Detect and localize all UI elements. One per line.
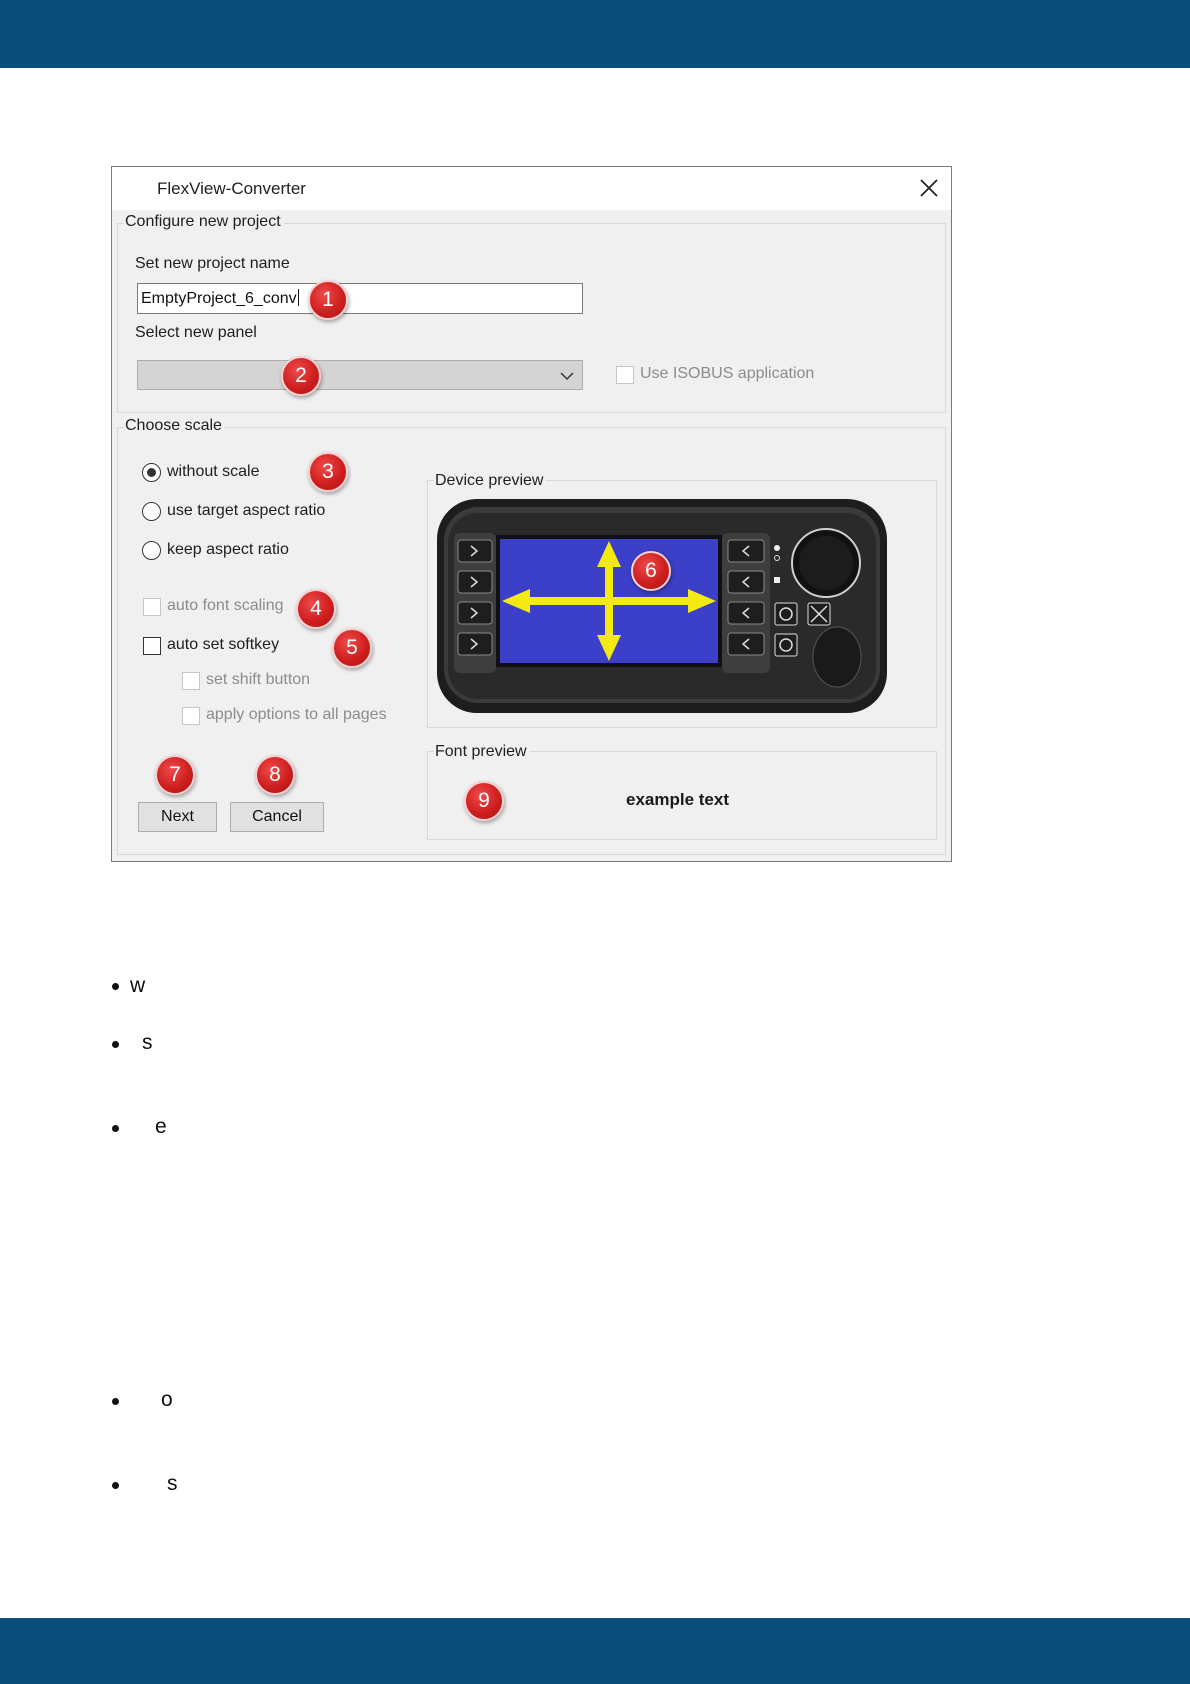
- radio-keep-aspect-label: keep aspect ratio: [167, 541, 289, 558]
- bullet-dot-5: [112, 1482, 119, 1489]
- next-button[interactable]: Next: [138, 802, 217, 832]
- chevron-down-icon: [560, 371, 574, 381]
- panel-select[interactable]: [137, 360, 583, 390]
- dialog-title: FlexView-Converter: [157, 179, 306, 198]
- callout-marker-4: 4: [296, 589, 336, 629]
- font-preview-example-text: example text: [626, 790, 729, 809]
- cancel-button[interactable]: Cancel: [230, 802, 324, 832]
- auto-font-scaling-label: auto font scaling: [167, 597, 284, 614]
- project-name-input[interactable]: [137, 283, 583, 314]
- radio-target-aspect[interactable]: [142, 502, 161, 521]
- project-name-label: Set new project name: [135, 255, 290, 272]
- dialog-titlebar: [112, 167, 951, 210]
- callout-marker-2: 2: [281, 356, 321, 396]
- radio-without-scale-label: without scale: [167, 463, 260, 480]
- callout-marker-9: 9: [464, 781, 504, 821]
- panel-label: Select new panel: [135, 324, 257, 341]
- auto-font-scaling-checkbox[interactable]: [143, 598, 161, 616]
- callout-marker-6: 6: [631, 551, 671, 591]
- isobus-label: Use ISOBUS application: [640, 365, 815, 382]
- text-caret: [298, 289, 299, 306]
- set-shift-button-checkbox[interactable]: [182, 672, 200, 690]
- page-header-bar: [0, 0, 1190, 68]
- project-name-value: EmptyProject_6_conv: [141, 290, 297, 307]
- callout-marker-1: 1: [308, 280, 348, 320]
- bullet-text-5: s: [167, 1472, 178, 1495]
- close-button[interactable]: [912, 173, 946, 203]
- radio-selected-dot: [147, 468, 156, 477]
- bullet-text-1: w: [130, 974, 146, 997]
- bullet-dot-3: [112, 1125, 119, 1132]
- auto-set-softkey-label: auto set softkey: [167, 636, 280, 653]
- apply-all-pages-label: apply options to all pages: [206, 706, 387, 723]
- bullet-dot-1: [112, 983, 119, 990]
- configure-project-label: Configure new project: [124, 213, 284, 231]
- bullet-text-2: s: [142, 1031, 153, 1054]
- bullet-dot-2: [112, 1041, 119, 1048]
- set-shift-button-label: set shift button: [206, 671, 311, 688]
- device-preview-image: [434, 495, 891, 720]
- apply-all-pages-checkbox[interactable]: [182, 707, 200, 725]
- bullet-text-3: e: [155, 1115, 167, 1138]
- callout-marker-7: 7: [155, 755, 195, 795]
- radio-keep-aspect[interactable]: [142, 541, 161, 560]
- page-footer-bar: [0, 1618, 1190, 1684]
- radio-without-scale[interactable]: [142, 463, 161, 482]
- callout-marker-5: 5: [332, 628, 372, 668]
- isobus-checkbox[interactable]: [616, 366, 634, 384]
- device-preview-label: Device preview: [434, 472, 546, 490]
- choose-scale-label: Choose scale: [124, 417, 225, 435]
- bullet-text-4: o: [161, 1388, 173, 1411]
- callout-marker-3: 3: [308, 452, 348, 492]
- font-preview-label: Font preview: [434, 743, 530, 761]
- bullet-dot-4: [112, 1398, 119, 1405]
- flexview-converter-dialog: [111, 166, 952, 862]
- radio-target-aspect-label: use target aspect ratio: [167, 502, 326, 519]
- close-icon: [920, 179, 938, 197]
- auto-set-softkey-checkbox[interactable]: [143, 637, 161, 655]
- callout-marker-8: 8: [255, 755, 295, 795]
